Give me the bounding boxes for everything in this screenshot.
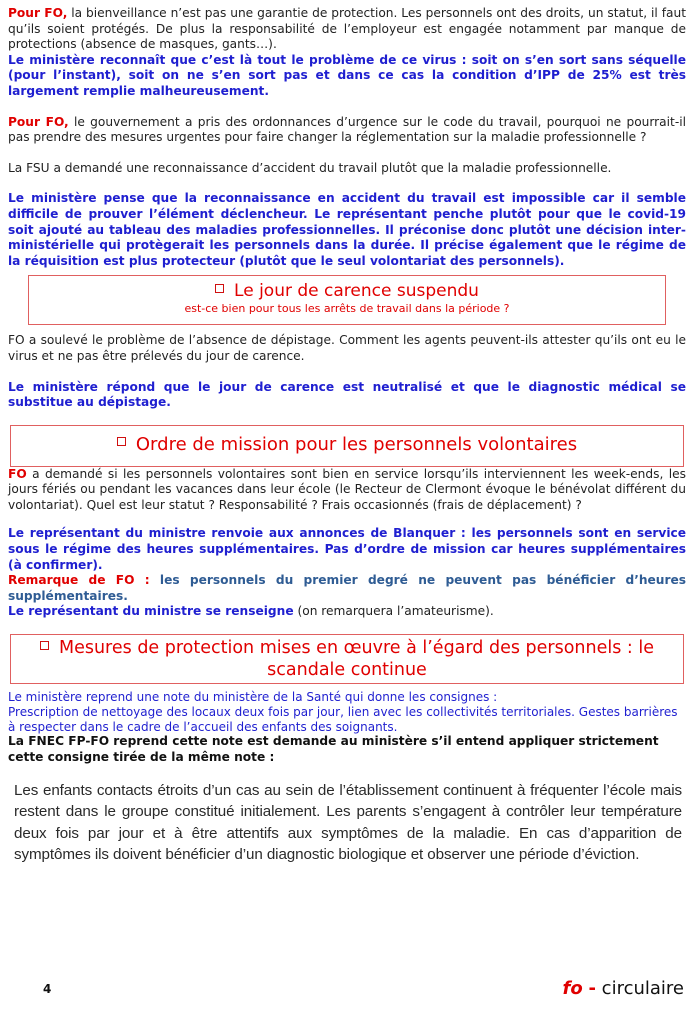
paragraph-fsu: La FSU a demandé une reconnaissance d’accident du travail plutôt que la maladie professionnelle.	[8, 160, 612, 175]
paragraph-fo-depistage: FO a soulevé le problème de l’absence de dépistage. Comment les agents peuvent-ils attester qu’ils ont eu le virus et ne pas être prélevés du jour de carence.	[8, 333, 686, 363]
section-heading-mesures-protection	[10, 634, 684, 684]
checkbox-bullet-icon	[117, 437, 126, 446]
paragraph-remarque-fo	[8, 573, 686, 604]
paragraph-representant-renseigne	[8, 604, 686, 620]
brand-dash: -	[588, 978, 596, 999]
fo-label: FO	[8, 466, 27, 481]
paragraph-fo-ordonnances	[8, 115, 686, 146]
brand-circulaire: circulaire	[601, 978, 684, 999]
paragraph-note-sante-line2: Prescription de nettoyage des locaux deux fois par jour, lien avec les collectivités territoriales. Gestes barrières à respecter dans le cadre de l’accueil des enfants des soignants.	[8, 704, 678, 734]
checkbox-bullet-icon	[40, 641, 49, 650]
paragraph-ministere-virus: Le ministère reconnaît que c’est là tout le problème de ce virus : soit on s’en sort sans séquelle (pour l’instant), soit on ne s’en sort pas et dans ce cas la condition d’IPP de 25% est très largement remplie malheureusement.	[8, 52, 686, 98]
paragraph-text: a demandé si les personnels volontaires sont bien en service lorsqu’ils interviennent les week-ends, les jours fériés ou pendant les vacances dans leur école (le Recteur de Clermont évoque le bénévolat différent du volontariat). Quel est leur statut ? Responsabilité ? Frais occasionnés (frais de déplacement) ?	[8, 466, 686, 512]
document-page	[8, 6, 686, 866]
brand-logo	[563, 978, 684, 999]
bold-text: Le représentant du ministre se renseigne	[8, 604, 294, 619]
paragraph-fo-volontaires	[8, 467, 686, 514]
fo-label: Pour FO,	[8, 6, 68, 20]
paragraph-text: le gouvernement a pris des ordonnances d’urgence sur le code du travail, pourquoi ne pourrait-il pas prendre des mesures urgentes pour faire changer la réglementation sur la maladie professionnelle ?	[8, 114, 686, 145]
page-footer	[0, 978, 694, 1006]
paragraph-ministere-carence: Le ministère répond que le jour de carence est neutralisé et que le diagnostic médical se substitue au dépistage.	[8, 379, 686, 410]
quoted-note-image: Les enfants contacts étroits d’un cas au sein de l’établissement continuent à fréquenter l’école mais restent dans le groupe constitué initialement. Les parents s’engagent à contrôler leur température deux fois par jour et à être attentifs aux symptômes de la maladie. En cas d’apparition de symptômes ils doivent bénéficier d’un diagnostic biologique et observer une période d’éviction.	[14, 781, 682, 864]
paragraph-representant-blanquer: Le représentant du ministre renvoie aux annonces de Blanquer : les personnels sont en service sous le régime des heures supplémentaires. Pas d’ordre de mission car heures supplémentaires (à confirmer).	[8, 526, 686, 572]
section-heading-ordre-mission	[10, 425, 684, 467]
paragraph-ministere-accident: Le ministère pense que la reconnaissance en accident du travail est impossible car il semble difficile de prouver l’élément déclencheur. Le représentant penche plutôt pour que le covid-19 soit ajouté au tableau des maladies professionnelles. Il préconise donc plutôt une décision inter-ministérielle qui protègerait les personnels dans la durée. Il précise également que le régime de la réquisition est plus protecteur (plutôt que le seul volontariat des personnels).	[8, 191, 686, 268]
page-number: 4	[43, 982, 52, 996]
brand-fo: fo	[562, 978, 583, 999]
section-title: Mesures de protection mises en œuvre à l’égard des personnels : le scandale continue	[58, 638, 654, 681]
paragraph-text: la bienveillance n’est pas une garantie de protection. Les personnels ont des droits, un statut, il faut qu’ils soient protégés. De plus la responsabilité de l’employeur est engagée notamment par manque de protections (absence de masques, gants…).	[8, 6, 686, 52]
section-heading-carence	[28, 275, 666, 325]
fo-label: Pour FO,	[8, 114, 69, 129]
paragraph-fnec-demande: La FNEC FP-FO reprend cette note est demande au ministère s’il entend appliquer strictement cette consigne tirée de la même note :	[8, 734, 659, 765]
paragraph-text: les personnels du premier degré ne peuvent pas bénéficier d’heures supplémentaires.	[8, 573, 686, 603]
paragraph-fo-bienveillance	[8, 6, 686, 53]
checkbox-bullet-icon	[215, 284, 224, 293]
paragraph-text: (on remarquera l’amateurisme).	[293, 604, 494, 619]
paragraph-note-sante-line1: Le ministère reprend une note du ministère de la Santé qui donne les consignes :	[8, 690, 498, 705]
section-subtitle: est-ce bien pour tous les arrêts de travail dans la période ?	[184, 302, 510, 316]
remarque-label: Remarque de FO :	[8, 573, 150, 588]
section-title: Le jour de carence suspendu	[234, 281, 479, 302]
section-title: Ordre de mission pour les personnels volontaires	[135, 433, 578, 455]
